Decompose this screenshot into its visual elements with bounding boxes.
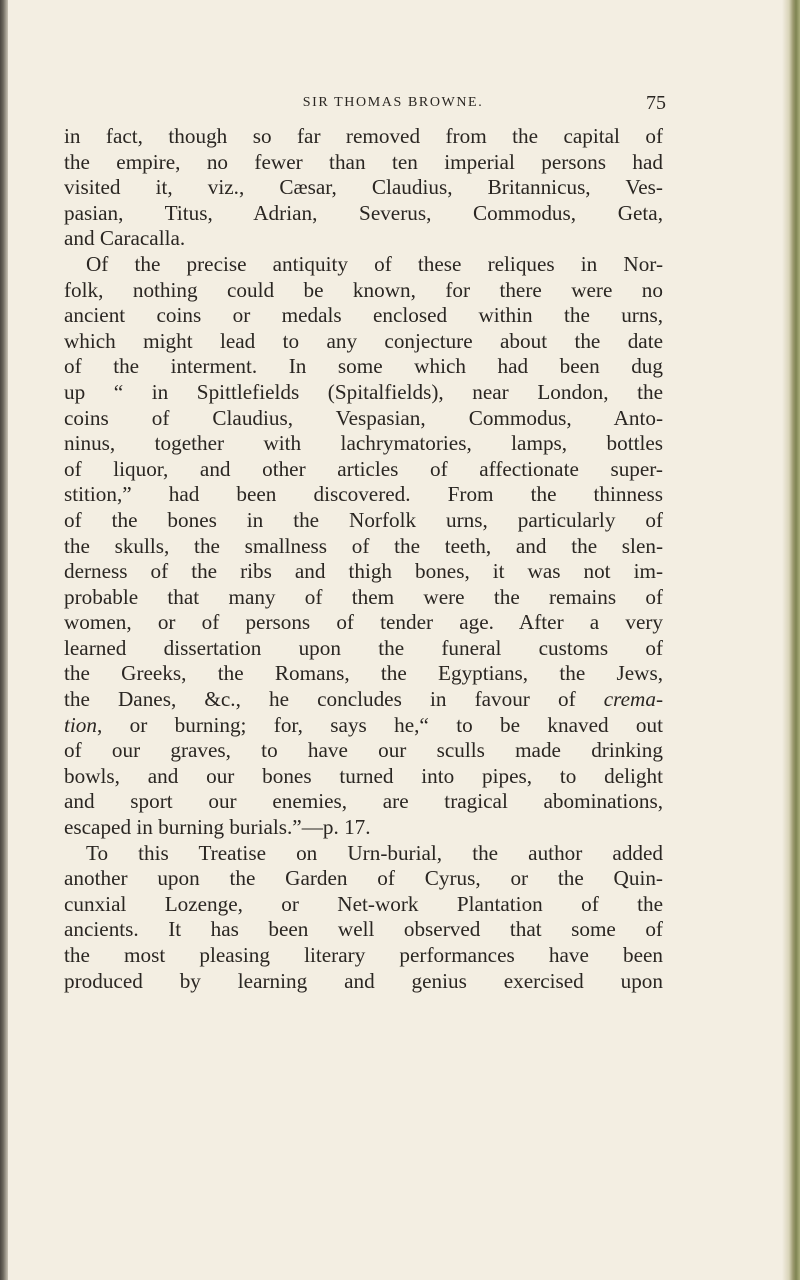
text-line: the most pleasing literary performances have been bbox=[64, 943, 663, 967]
page-header bbox=[120, 93, 666, 115]
text-line: produced by learning and genius exercised upon bbox=[64, 968, 663, 993]
running-title: SIR THOMAS BROWNE. bbox=[302, 95, 484, 110]
text-line: women, or of persons of tender age. After a very bbox=[64, 610, 663, 635]
text-line: ancients. It has been well observed that some of bbox=[64, 917, 663, 942]
text-line: and Caracalla. bbox=[64, 226, 186, 251]
text-line: of our graves, to have our sculls made drinking bbox=[64, 738, 663, 763]
text-line: the Danes, &c., he concludes in favour of crema- bbox=[64, 687, 663, 712]
text-line: stition,” had been discovered. From the thinness bbox=[64, 482, 663, 507]
body-text bbox=[64, 124, 663, 994]
text-line: of the interment. In some which had been dug bbox=[64, 354, 663, 379]
page-left-edge bbox=[0, 0, 8, 1280]
text-line: the skulls, the smallness of the teeth, and the slen- bbox=[64, 533, 663, 558]
text-line: derness of the ribs and thigh bones, it was not im- bbox=[64, 559, 663, 584]
page-right-edge bbox=[782, 0, 800, 1280]
text-line: To this Treatise on Urn-burial, the author added bbox=[86, 840, 663, 865]
text-line: probable that many of them were the remains of bbox=[64, 584, 663, 609]
text-line: pasian, Titus, Adrian, Severus, Commodus, Geta, bbox=[64, 200, 663, 225]
text-line: folk, nothing could be known, for there were no bbox=[64, 277, 663, 302]
page-number: 75 bbox=[646, 92, 666, 114]
text-line: cunxial Lozenge, or Net-work Plantation of the bbox=[64, 891, 663, 916]
text-line: and sport our enemies, are tragical abominations, bbox=[64, 789, 663, 814]
text-line: bowls, and our bones turned into pipes, to delight bbox=[64, 763, 663, 788]
text-line: coins of Claudius, Vespasian, Commodus, Anto- bbox=[64, 405, 663, 430]
text-line: learned dissertation upon the funeral customs of bbox=[64, 635, 663, 660]
text-line: the empire, no fewer than ten imperial persons had bbox=[64, 149, 663, 174]
text-line: escaped in burning burials.”—p. 17. bbox=[64, 815, 371, 840]
text-line: visited it, viz., Cæsar, Claudius, Britannicus, Ves- bbox=[64, 175, 663, 200]
text-line: of liquor, and other articles of affectionate super- bbox=[64, 456, 663, 481]
text-line: up “ in Spittlefields (Spitalfields), near London, the bbox=[64, 379, 663, 404]
text-line: Of the precise antiquity of these reliques in Nor- bbox=[86, 251, 663, 276]
text-line: in fact, though so far removed from the capital of bbox=[64, 124, 663, 148]
text-line: ancient coins or medals enclosed within the urns, bbox=[64, 303, 663, 328]
text-line: the Greeks, the Romans, the Egyptians, the Jews, bbox=[64, 661, 663, 686]
text-line: of the bones in the Norfolk urns, particularly of bbox=[64, 507, 663, 532]
text-line: another upon the Garden of Cyrus, or the Quin- bbox=[64, 866, 663, 891]
text-line: ninus, together with lachrymatories, lamps, bottles bbox=[64, 431, 663, 456]
text-line: tion, or burning; for, says he,“ to be knaved out bbox=[64, 712, 663, 737]
text-line: which might lead to any conjecture about the date bbox=[64, 328, 663, 353]
